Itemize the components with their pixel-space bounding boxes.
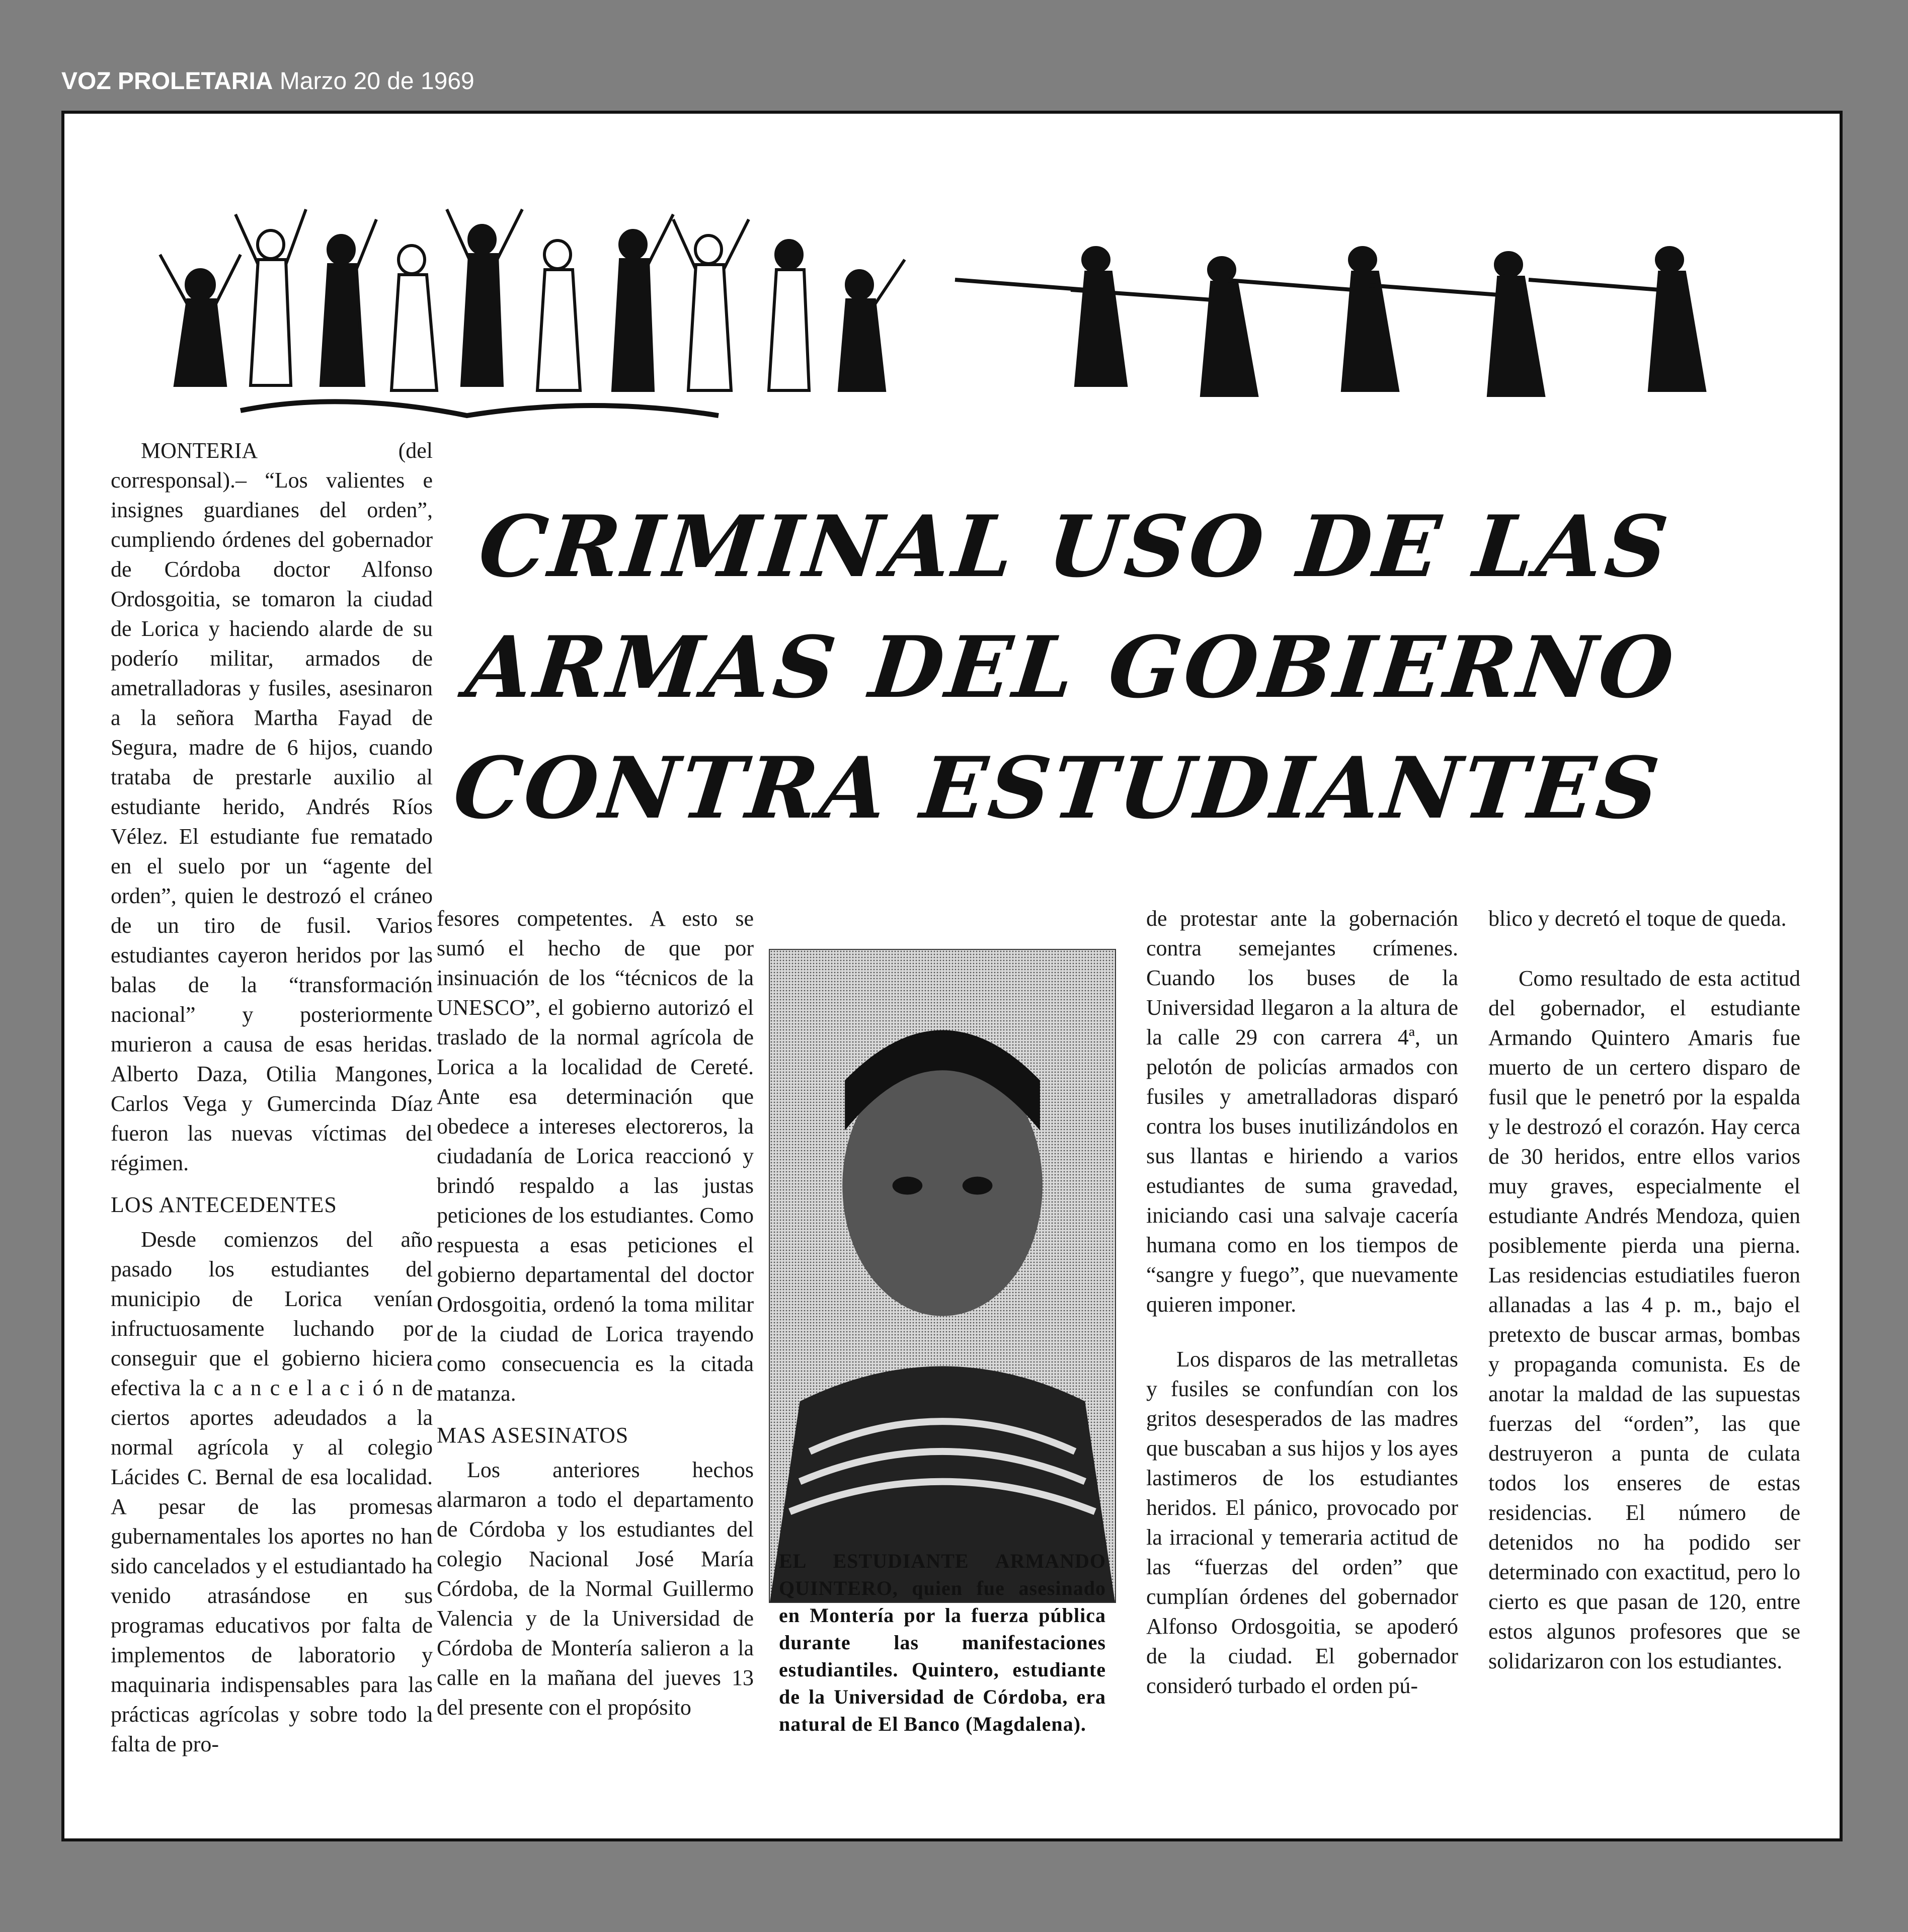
photo-caption (779, 1548, 1106, 1738)
article-paragraph: MONTERIA (del corresponsal).– “Los valientes e insignes guardianes del orden”, cumpliendo órdenes del gobernador de Córdoba doctor Alfonso Ordosgoitia, se tomaron la ciudad de Lorica y haciendo alarde de su poderío militar, armados de ametralladoras y fusiles, asesinaron a la señora Martha Fayad de Segura, madre de 6 hijos, cuando trataba de prestarle auxilio al estudiante herido, Andrés Ríos Vélez. El estudiante fue rematado en el suelo por un “agente del orden”, quien le destrozó el cráneo de un tiro de fusil. Varios estudiantes cayeron heridos por las balas de la “transformación nacional” y posteriormente murieron a causa de esas heridas. Alberto Daza, Otilia Mangones, Carlos Vega y Gumercinda Díaz fueron las nuevas víctimas del régimen. (111, 438, 433, 1175)
article-paragraph: blico y decretó el toque de queda. (1488, 906, 1787, 931)
article-paragraph: fesores competentes. A esto se sumó el hecho de que por insinuación de los “técnicos de la UNESCO”, el gobierno autorizó el traslado de la normal agrícola de Lorica a la localidad de Cereté. Ante esa determinación que obedece a intereses electoreros, la ciudadanía de Lorica reaccionó y brindó respaldo a las justas peticiones de los estudiantes. Como respuesta a esas peticiones el gobierno departamental del doctor Ordosgoitia, ordenó la toma militar de la ciudad de Lorica trayendo como consecuencia es la citada matanza. (437, 906, 754, 1406)
massacre-illustration (140, 174, 1790, 436)
publication-date: Marzo 20 de 1969 (279, 68, 474, 95)
article-paragraph: de protestar ante la gobernación contra semejantes crímenes. Cuando los buses de la Universidad llegaron a la altura de la calle 29 con carrera 4ª, un pelotón de policías armados con fusiles y ametralladoras disparó contra los buses inutilizándolos en sus llantas e hiriendo a varios estudiantes de suma gravedad, iniciando casi una salvaje cacería humana como en los tiempos de “sangre y fuego”, que nuevamente quieren imponer. (1146, 906, 1458, 1317)
headline-line-3: CONTRA ESTUDIANTES (449, 738, 1666, 838)
article-column-5 (1488, 904, 1800, 1676)
headline-line-1: CRIMINAL USO DE LAS (474, 497, 1676, 596)
student-portrait-image (770, 950, 1115, 1602)
caption-text: EL ESTUDIANTE ARMANDO QUINTERO, quien fue asesinado en Montería por la fuerza pública durante las manifestaciones estudiantiles. Quintero, estudiante de la Universidad de Córdoba, era natural de El Banco (Magdalena). (779, 1550, 1106, 1735)
article-paragraph: Desde comienzos del año pasado los estudiantes del municipio de Lorica venían infructuosamente luchando por conseguir que el gobierno hiciera efectiva la c a n c e l a c i ó n de ciertos aportes adeudados a la normal agrícola y al colegio Lácides C. Bernal de esa localidad. A pesar de las promesas gubernamentales los aportes no han sido cancelados y el estudiantado ha venido atrasándose en sus programas educativos por falta de implementos de laboratorio y maquinaria indispensables para las prácticas agrícolas y sobre todo la falta de pro- (111, 1227, 433, 1756)
article-paragraph: Los disparos de las metralletas y fusiles se confundían con los gritos desesperados de las madres que buscaban a sus hijos y los ayes lastimeros de los estudiantes heridos. El pánico, provocado por la irracional y temeraria actitud de las “fuerzas del orden” que cumplían órdenes del gobernador Alfonso Ordosgoitia, se apoderó de la ciudad. El gobernador consideró turbado el orden pú- (1146, 1347, 1458, 1698)
article-column-2 (437, 904, 754, 1722)
subheading-antecedentes: LOS ANTECEDENTES (111, 1192, 337, 1217)
article-paragraph: Los anteriores hechos alarmaron a todo el departamento de Córdoba y los estudiantes del colegio Nacional José María Córdoba, de la Normal Guillermo Valencia y de la Universidad de Córdoba de Montería salieron a la calle en la mañana del jueves 13 del presente con el propósito (437, 1458, 754, 1720)
masthead (61, 67, 474, 95)
newspaper-clipping (61, 111, 1843, 1841)
portrait-photo (769, 949, 1116, 1603)
article-column-1 (111, 436, 433, 1759)
subheading-mas-asesinatos: MAS ASESINATOS (437, 1423, 629, 1447)
headline (448, 486, 1784, 848)
headline-line-2: ARMAS DEL GOBIERNO (461, 617, 1681, 717)
article-column-4 (1146, 904, 1458, 1701)
article-paragraph: Como resultado de esta actitud del gobernador, el estudiante Armando Quintero Amaris fue muerto de un certero disparo de fusil que le penetró por la espalda y le destrozó el corazón. Hay cerca de 30 heridos, entre ellos varios muy graves, especialmente el estudiante Andrés Mendoza, quien posiblemente pierda una pierna. Las residencias estudiatiles fueron allanadas a las 4 p. m., bajo el pretexto de buscar armas, bombas y propaganda comunista. Es de anotar la maldad de las supuestas fuerzas del “orden”, las que destruyeron a punta de culata todos los enseres de estas residencias. El número de detenidos no ha podido ser determinado con exactitud, pero lo cierto es que pasan de 120, entre estos algunos profesores que se solidarizaron con los estudiantes. (1488, 966, 1800, 1673)
publication-name: VOZ PROLETARIA (61, 68, 273, 95)
